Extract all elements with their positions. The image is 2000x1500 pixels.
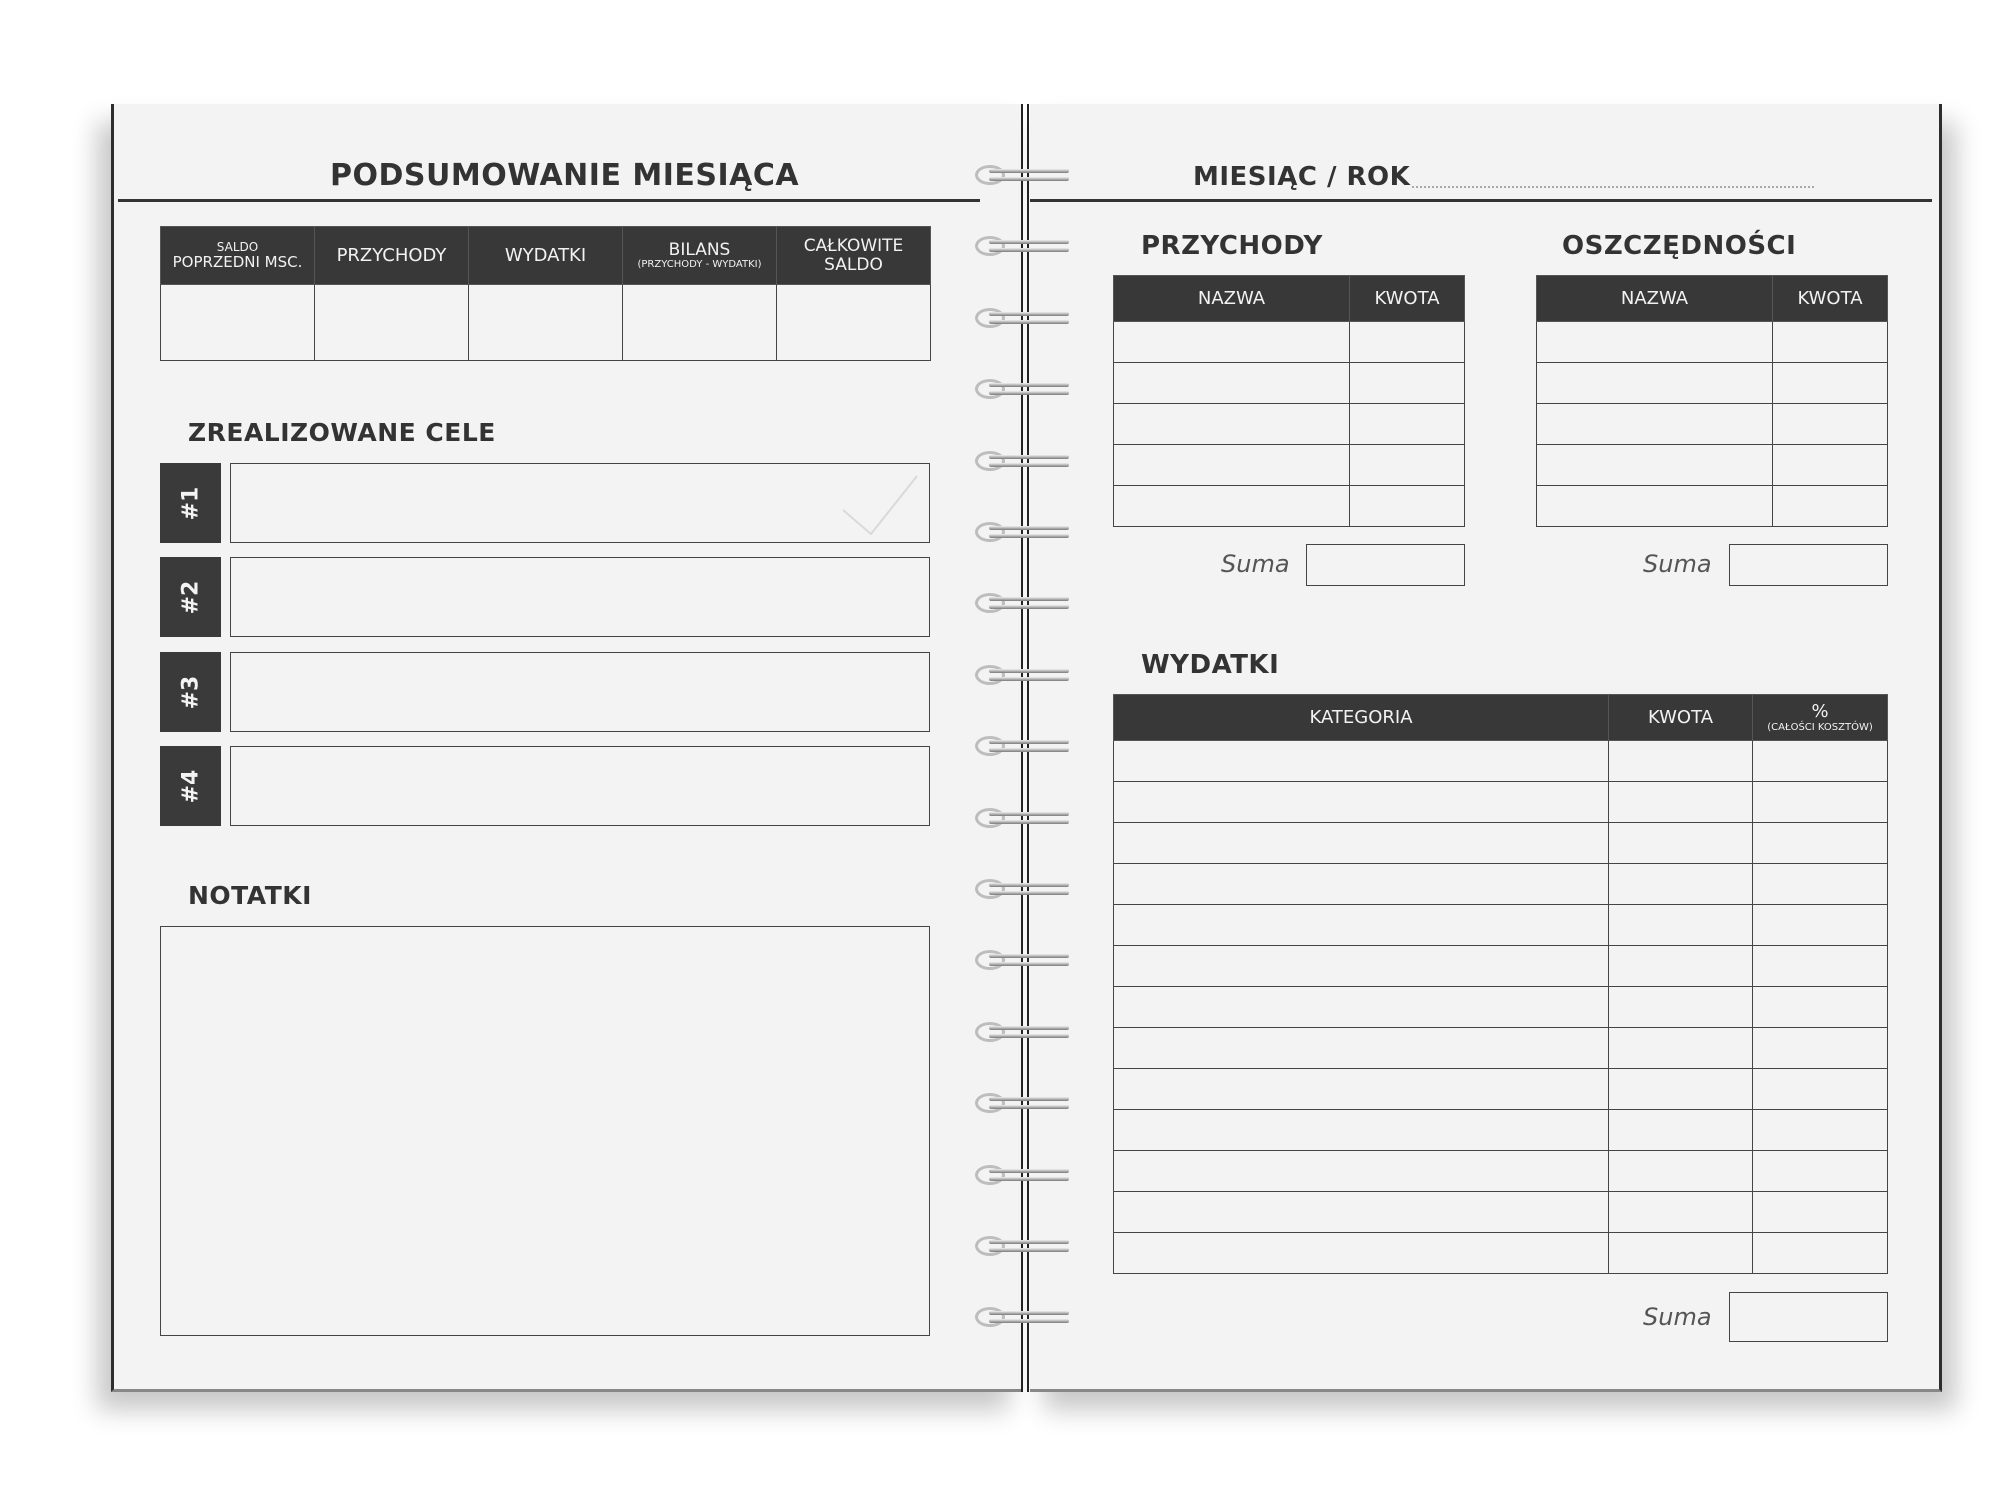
- wydatki-cell[interactable]: [469, 285, 623, 361]
- goal-field-3[interactable]: [230, 652, 930, 732]
- expenses-percent-cell[interactable]: [1753, 1192, 1888, 1233]
- savings-name-cell[interactable]: [1537, 486, 1773, 527]
- savings-name-cell[interactable]: [1537, 445, 1773, 486]
- goals-title: ZREALIZOWANE CELE: [188, 418, 496, 447]
- savings-amount-cell[interactable]: [1773, 363, 1888, 404]
- expenses-amount-cell[interactable]: [1609, 1110, 1753, 1151]
- expenses-amount-cell[interactable]: [1609, 1028, 1753, 1069]
- expenses-title: WYDATKI: [1141, 650, 1280, 680]
- spiral-ring: [975, 1093, 1075, 1113]
- expenses-percent-cell[interactable]: [1753, 987, 1888, 1028]
- income-title: PRZYCHODY: [1141, 231, 1323, 261]
- table-row: [1114, 741, 1888, 782]
- table-row: [1114, 1028, 1888, 1069]
- income-name-cell[interactable]: [1114, 404, 1350, 445]
- spiral-ring: [975, 379, 1075, 399]
- przychody-cell[interactable]: [315, 285, 469, 361]
- expenses-amount-cell[interactable]: [1609, 741, 1753, 782]
- table-row: [1114, 946, 1888, 987]
- table-row: [1114, 864, 1888, 905]
- savings-name-cell[interactable]: [1537, 404, 1773, 445]
- expenses-category-cell[interactable]: [1114, 905, 1609, 946]
- col-saldo-header: SALDO POPRZEDNI MSC.: [161, 227, 315, 285]
- goal-tag-4: #4: [160, 746, 221, 826]
- income-name-cell[interactable]: [1114, 445, 1350, 486]
- spiral-ring: [975, 879, 1075, 899]
- expenses-category-cell[interactable]: [1114, 741, 1609, 782]
- expenses-category-cell[interactable]: [1114, 823, 1609, 864]
- income-amount-cell[interactable]: [1350, 445, 1465, 486]
- savings-name-header: NAZWA: [1537, 276, 1773, 322]
- goal-field-1[interactable]: [230, 463, 930, 543]
- col-calkowite-header: CAŁKOWITE SALDO: [777, 227, 931, 285]
- spiral-ring: [975, 1236, 1075, 1256]
- notes-area[interactable]: [160, 926, 930, 1336]
- expenses-percent-cell[interactable]: [1753, 741, 1888, 782]
- expenses-category-cell[interactable]: [1114, 782, 1609, 823]
- expenses-amount-cell[interactable]: [1609, 1233, 1753, 1274]
- expenses-category-cell[interactable]: [1114, 987, 1609, 1028]
- income-name-cell[interactable]: [1114, 363, 1350, 404]
- expenses-category-cell[interactable]: [1114, 1110, 1609, 1151]
- table-row: [1114, 905, 1888, 946]
- spiral-ring: [975, 1165, 1075, 1185]
- income-amount-cell[interactable]: [1350, 363, 1465, 404]
- goal-tag-1: #1: [160, 463, 221, 543]
- spiral-ring: [975, 1022, 1075, 1042]
- savings-sum-label: Suma: [1643, 550, 1712, 578]
- goal-tag-2: #2: [160, 557, 221, 637]
- expenses-percent-cell[interactable]: [1753, 1069, 1888, 1110]
- spiral-ring: [975, 308, 1075, 328]
- expenses-percent-cell[interactable]: [1753, 823, 1888, 864]
- expenses-category-cell[interactable]: [1114, 1151, 1609, 1192]
- summary-title: PODSUMOWANIE MIESIĄCA: [330, 158, 800, 193]
- savings-sum-field[interactable]: [1729, 544, 1888, 586]
- expenses-amount-cell[interactable]: [1609, 1151, 1753, 1192]
- spiral-ring: [975, 736, 1075, 756]
- table-row: [1114, 1233, 1888, 1274]
- goal-field-4[interactable]: [230, 746, 930, 826]
- income-amount-header: KWOTA: [1350, 276, 1465, 322]
- expenses-category-cell[interactable]: [1114, 1233, 1609, 1274]
- expenses-table: [1113, 694, 1888, 1274]
- expenses-percent-header: % (CAŁOŚCI KOSZTÓW): [1753, 695, 1888, 741]
- savings-name-cell[interactable]: [1537, 322, 1773, 363]
- bilans-cell[interactable]: [623, 285, 777, 361]
- month-year-input[interactable]: [1412, 186, 1814, 188]
- spiral-ring: [975, 808, 1075, 828]
- income-amount-cell[interactable]: [1350, 404, 1465, 445]
- checkmark-icon: [841, 468, 921, 538]
- income-name-cell[interactable]: [1114, 486, 1350, 527]
- income-name-cell[interactable]: [1114, 322, 1350, 363]
- expenses-sum-label: Suma: [1643, 1303, 1712, 1331]
- col-przychody-header: PRZYCHODY: [315, 227, 469, 285]
- spiral-ring: [975, 593, 1075, 613]
- savings-table: [1536, 275, 1888, 527]
- spiral-ring: [975, 522, 1075, 542]
- calkowite-cell[interactable]: [777, 285, 931, 361]
- table-row: [1114, 1151, 1888, 1192]
- income-amount-cell[interactable]: [1350, 486, 1465, 527]
- expenses-percent-cell[interactable]: [1753, 1028, 1888, 1069]
- expenses-category-cell[interactable]: [1114, 946, 1609, 987]
- saldo-cell[interactable]: [161, 285, 315, 361]
- expenses-percent-cell[interactable]: [1753, 946, 1888, 987]
- expenses-amount-cell[interactable]: [1609, 782, 1753, 823]
- spiral-ring: [975, 165, 1075, 185]
- summary-table: [160, 226, 931, 361]
- table-row: [1114, 987, 1888, 1028]
- expenses-category-cell[interactable]: [1114, 864, 1609, 905]
- expenses-amount-cell[interactable]: [1609, 946, 1753, 987]
- expenses-percent-cell[interactable]: [1753, 1233, 1888, 1274]
- spiral-ring: [975, 1307, 1075, 1327]
- expenses-amount-cell[interactable]: [1609, 1069, 1753, 1110]
- expenses-amount-cell[interactable]: [1609, 987, 1753, 1028]
- spiral-ring: [975, 950, 1075, 970]
- table-row: [1114, 1192, 1888, 1233]
- table-row: [1114, 1110, 1888, 1151]
- spiral-ring: [975, 236, 1075, 256]
- income-name-header: NAZWA: [1114, 276, 1350, 322]
- expenses-percent-cell[interactable]: [1753, 864, 1888, 905]
- expenses-category-cell[interactable]: [1114, 1028, 1609, 1069]
- expenses-percent-cell[interactable]: [1753, 905, 1888, 946]
- savings-title: OSZCZĘDNOŚCI: [1562, 231, 1797, 261]
- table-row: [1114, 782, 1888, 823]
- notes-title: NOTATKI: [188, 881, 312, 910]
- savings-amount-cell[interactable]: [1773, 322, 1888, 363]
- income-sum-label: Suma: [1221, 550, 1290, 578]
- savings-amount-cell[interactable]: [1773, 445, 1888, 486]
- expenses-amount-cell[interactable]: [1609, 864, 1753, 905]
- income-table: [1113, 275, 1465, 527]
- savings-amount-cell[interactable]: [1773, 404, 1888, 445]
- expenses-category-cell[interactable]: [1114, 1069, 1609, 1110]
- month-year-label: MIESIĄC / ROK: [1193, 162, 1411, 192]
- col-bilans-header: BILANS (PRZYCHODY - WYDATKI): [623, 227, 777, 285]
- right-title-rule: [1030, 199, 1932, 202]
- goal-tag-3: #3: [160, 652, 221, 732]
- expenses-amount-cell[interactable]: [1609, 823, 1753, 864]
- expenses-amount-cell[interactable]: [1609, 1192, 1753, 1233]
- table-row: [1114, 823, 1888, 864]
- expenses-percent-cell[interactable]: [1753, 782, 1888, 823]
- income-amount-cell[interactable]: [1350, 322, 1465, 363]
- expenses-sum-field[interactable]: [1729, 1292, 1888, 1342]
- expenses-amount-header: KWOTA: [1609, 695, 1753, 741]
- expenses-category-cell[interactable]: [1114, 1192, 1609, 1233]
- expenses-percent-cell[interactable]: [1753, 1151, 1888, 1192]
- savings-amount-cell[interactable]: [1773, 486, 1888, 527]
- savings-amount-header: KWOTA: [1773, 276, 1888, 322]
- spiral-ring: [975, 665, 1075, 685]
- savings-name-cell[interactable]: [1537, 363, 1773, 404]
- income-sum-field[interactable]: [1306, 544, 1465, 586]
- expenses-percent-cell[interactable]: [1753, 1110, 1888, 1151]
- col-wydatki-header: WYDATKI: [469, 227, 623, 285]
- spiral-ring: [975, 451, 1075, 471]
- expenses-category-header: KATEGORIA: [1114, 695, 1609, 741]
- expenses-amount-cell[interactable]: [1609, 905, 1753, 946]
- left-title-rule: [118, 199, 980, 202]
- table-row: [1114, 1069, 1888, 1110]
- goal-field-2[interactable]: [230, 557, 930, 637]
